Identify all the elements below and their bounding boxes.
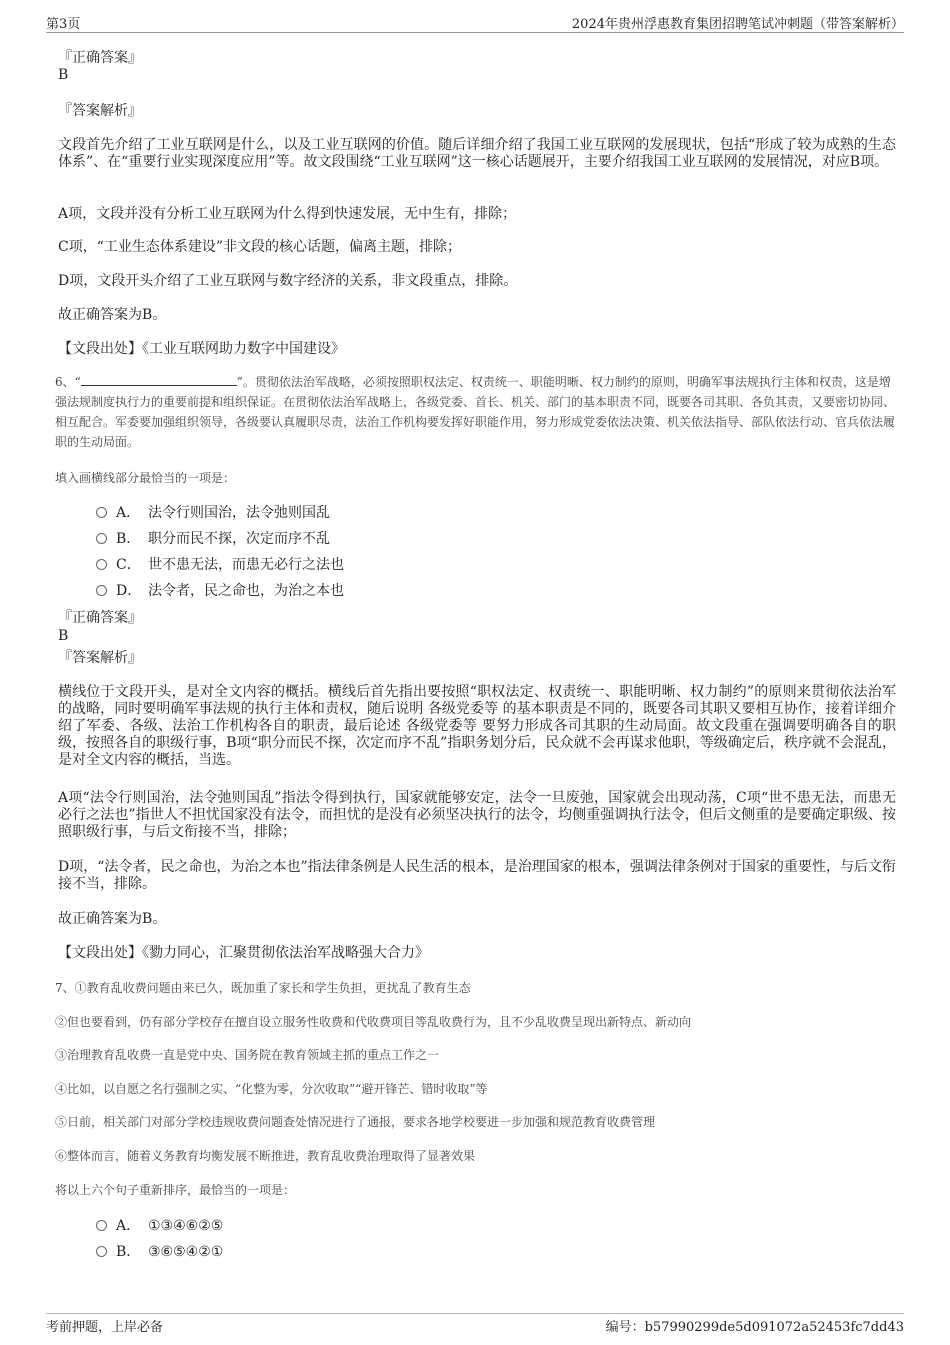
passage-source: 【文段出处】《工业互联网助力数字中国建设》 <box>58 341 345 357</box>
question-sentence: ③治理教育乱收费一直是党中央、国务院在教育领域主抓的重点工作之一 <box>55 1048 440 1062</box>
question-sentence: 7、①教育乱收费问题由来已久，既加重了家长和学生负担，更扰乱了教育生态 <box>55 981 471 995</box>
correct-answer-value: B <box>58 628 69 644</box>
analysis-paragraph: D项，文段开头介绍了工业互联网与数字经济的关系，非文段重点，排除。 <box>58 273 518 289</box>
option-label: D． <box>116 583 142 599</box>
option-text: ①③④⑥②⑤ <box>148 1218 224 1234</box>
option-a[interactable] <box>96 504 330 522</box>
option-text: 法令者，民之命也，为治之本也 <box>148 583 344 599</box>
analysis-paragraph: D项，“法令者，民之命也，为治之本也”指法律条例是人民生活的根本，是治理国家的根本，强调法律条例对于国家的重要性，与后文衔接不当，排除。 <box>58 859 896 892</box>
option-label: A． <box>116 1218 141 1234</box>
analysis-paragraph: C项，“工业生态体系建设”非文段的核心话题，偏离主题，排除； <box>58 239 462 255</box>
analysis-conclusion: 故正确答案为B。 <box>58 307 167 323</box>
page-footer <box>46 1313 904 1334</box>
option-a[interactable] <box>96 1217 223 1235</box>
question-sentence: ④比如，以自愿之名行强制之实、“化整为零，分次收取”“避开锋芒、错时收取”等 <box>55 1082 488 1096</box>
option-label: C． <box>116 557 141 573</box>
radio-button[interactable] <box>96 559 107 570</box>
option-label: B． <box>116 531 141 547</box>
option-text: ③⑥⑤④②① <box>148 1244 224 1260</box>
question-sentence: ⑥整体而言，随着义务教育均衡发展不断推进，教育乱收费治理取得了显著效果 <box>55 1149 476 1163</box>
correct-answer-value: B <box>58 67 69 83</box>
correct-answer-label: 『正确答案』 <box>58 610 142 626</box>
question-stem <box>55 372 895 452</box>
option-text: 职分而民不探，次定而序不乱 <box>148 531 330 547</box>
page-header <box>46 12 904 33</box>
radio-button[interactable] <box>96 507 107 518</box>
option-label: B． <box>116 1244 141 1260</box>
radio-button[interactable] <box>96 585 107 596</box>
correct-answer-label: 『正确答案』 <box>58 50 142 66</box>
document-code: 编号：b57990299de5d091072a52453fc7dd43 <box>605 1320 904 1335</box>
document-title: 2024年贵州浮惠教育集团招聘笔试冲刺题（带答案解析） <box>571 17 904 32</box>
passage-source: 【文段出处】《勠力同心，汇聚贯彻依法治军战略强大合力》 <box>58 945 429 961</box>
analysis-paragraph: 横线位于文段开头，是对全文内容的概括。横线后首先指出要按照“职权法定、权责统一、职能明晰、权力制约”的原则来贯彻依法治军的战略，同时要明确军事法规的执行主体和责权，随后说明 各级党委等 的基本职责是不同的，既要各司其职又要相互协作，接着详细介绍了军委、各级、法治工作机构各自的职责，最后论述 各级党委等 要努力形成各司其职的生动局面。故文段重在强调要明确各自的职级，按照各自的职级行事，B项“职分而民不探，次定而序不乱”指职务划分后，民众就不会再谋求他职，等级确定后，秩序就不会混乱，是对全文内容的概括，当选。 <box>58 684 896 768</box>
question-prompt: 填入画横线部分最恰当的一项是： <box>55 471 236 485</box>
analysis-paragraph: A项“法令行则国治，法令弛则国乱”指法令得到执行，国家就能够安定，法令一旦废弛，国家就会出现动荡，C项“世不患无法，而患无必行之法也”指世人不担忧国家没有法令，而担忧的是没有必须坚决执行的法令，均侧重强调执行法令，但后文侧重的是要确定职级、按照职级行事，与后文衔接不当，排除； <box>58 790 896 840</box>
question-sentence: ②但也要看到，仍有部分学校存在擅自设立服务性收费和代收费项目等乱收费行为，且不少乱收费呈现出新特点、新动向 <box>55 1015 692 1029</box>
option-b[interactable] <box>96 530 330 548</box>
option-label: A． <box>116 505 141 521</box>
analysis-label: 『答案解析』 <box>58 650 142 666</box>
question-sentence: ⑤日前，相关部门对部分学校违规收费问题查处情况进行了通报，要求各地学校要进一步加强和规范教育收费管理 <box>55 1115 656 1129</box>
option-text: 法令行则国治，法令弛则国乱 <box>148 505 330 521</box>
footer-motto: 考前押题，上岸必备 <box>46 1320 164 1335</box>
question-prompt: 将以上六个句子重新排序，最恰当的一项是： <box>55 1183 296 1197</box>
question-number: 6、“ <box>55 375 81 389</box>
radio-button[interactable] <box>96 1246 107 1257</box>
radio-button[interactable] <box>96 1220 107 1231</box>
analysis-paragraph: A项，文段并没有分析工业互联网为什么得到快速发展，无中生有，排除； <box>58 206 517 222</box>
option-text: 世不患无法，而患无必行之法也 <box>148 557 344 573</box>
analysis-conclusion: 故正确答案为B。 <box>58 911 167 927</box>
fill-blank-line <box>81 374 237 386</box>
option-d[interactable] <box>96 582 344 600</box>
option-c[interactable] <box>96 556 344 574</box>
option-b[interactable] <box>96 1243 223 1261</box>
page-number: 第3页 <box>46 17 81 32</box>
radio-button[interactable] <box>96 533 107 544</box>
analysis-label: 『答案解析』 <box>58 103 142 119</box>
question-stem-text: ”。贯彻依法治军战略，必须按照职权法定、权责统一、职能明晰、权力制约的原则，明确军事法规执行主体和权责，这是增强法规制度执行力的重要前提和组织保证。在贯彻依法治军战略上，各级党委、首长、机关、部门的基本职责不同，既要各司其职、各负其责，又要密切协同、相互配合。军委要加强组织领导，各级要认真履职尽责，法治工作机构要发挥好职能作用，努力形成党委依法决策、机关依法指导、部队依法行动、官兵依法履职的生动局面。 <box>55 375 896 449</box>
analysis-paragraph: 文段首先介绍了工业互联网是什么，以及工业互联网的价值。随后详细介绍了我国工业互联网的发展现状，包括“形成了较为成熟的生态体系”、在“重要行业实现深度应用”等。故文段围绕“工业互联网”这一核心话题展开，主要介绍我国工业互联网的发展情况，对应B项。 <box>58 137 896 170</box>
